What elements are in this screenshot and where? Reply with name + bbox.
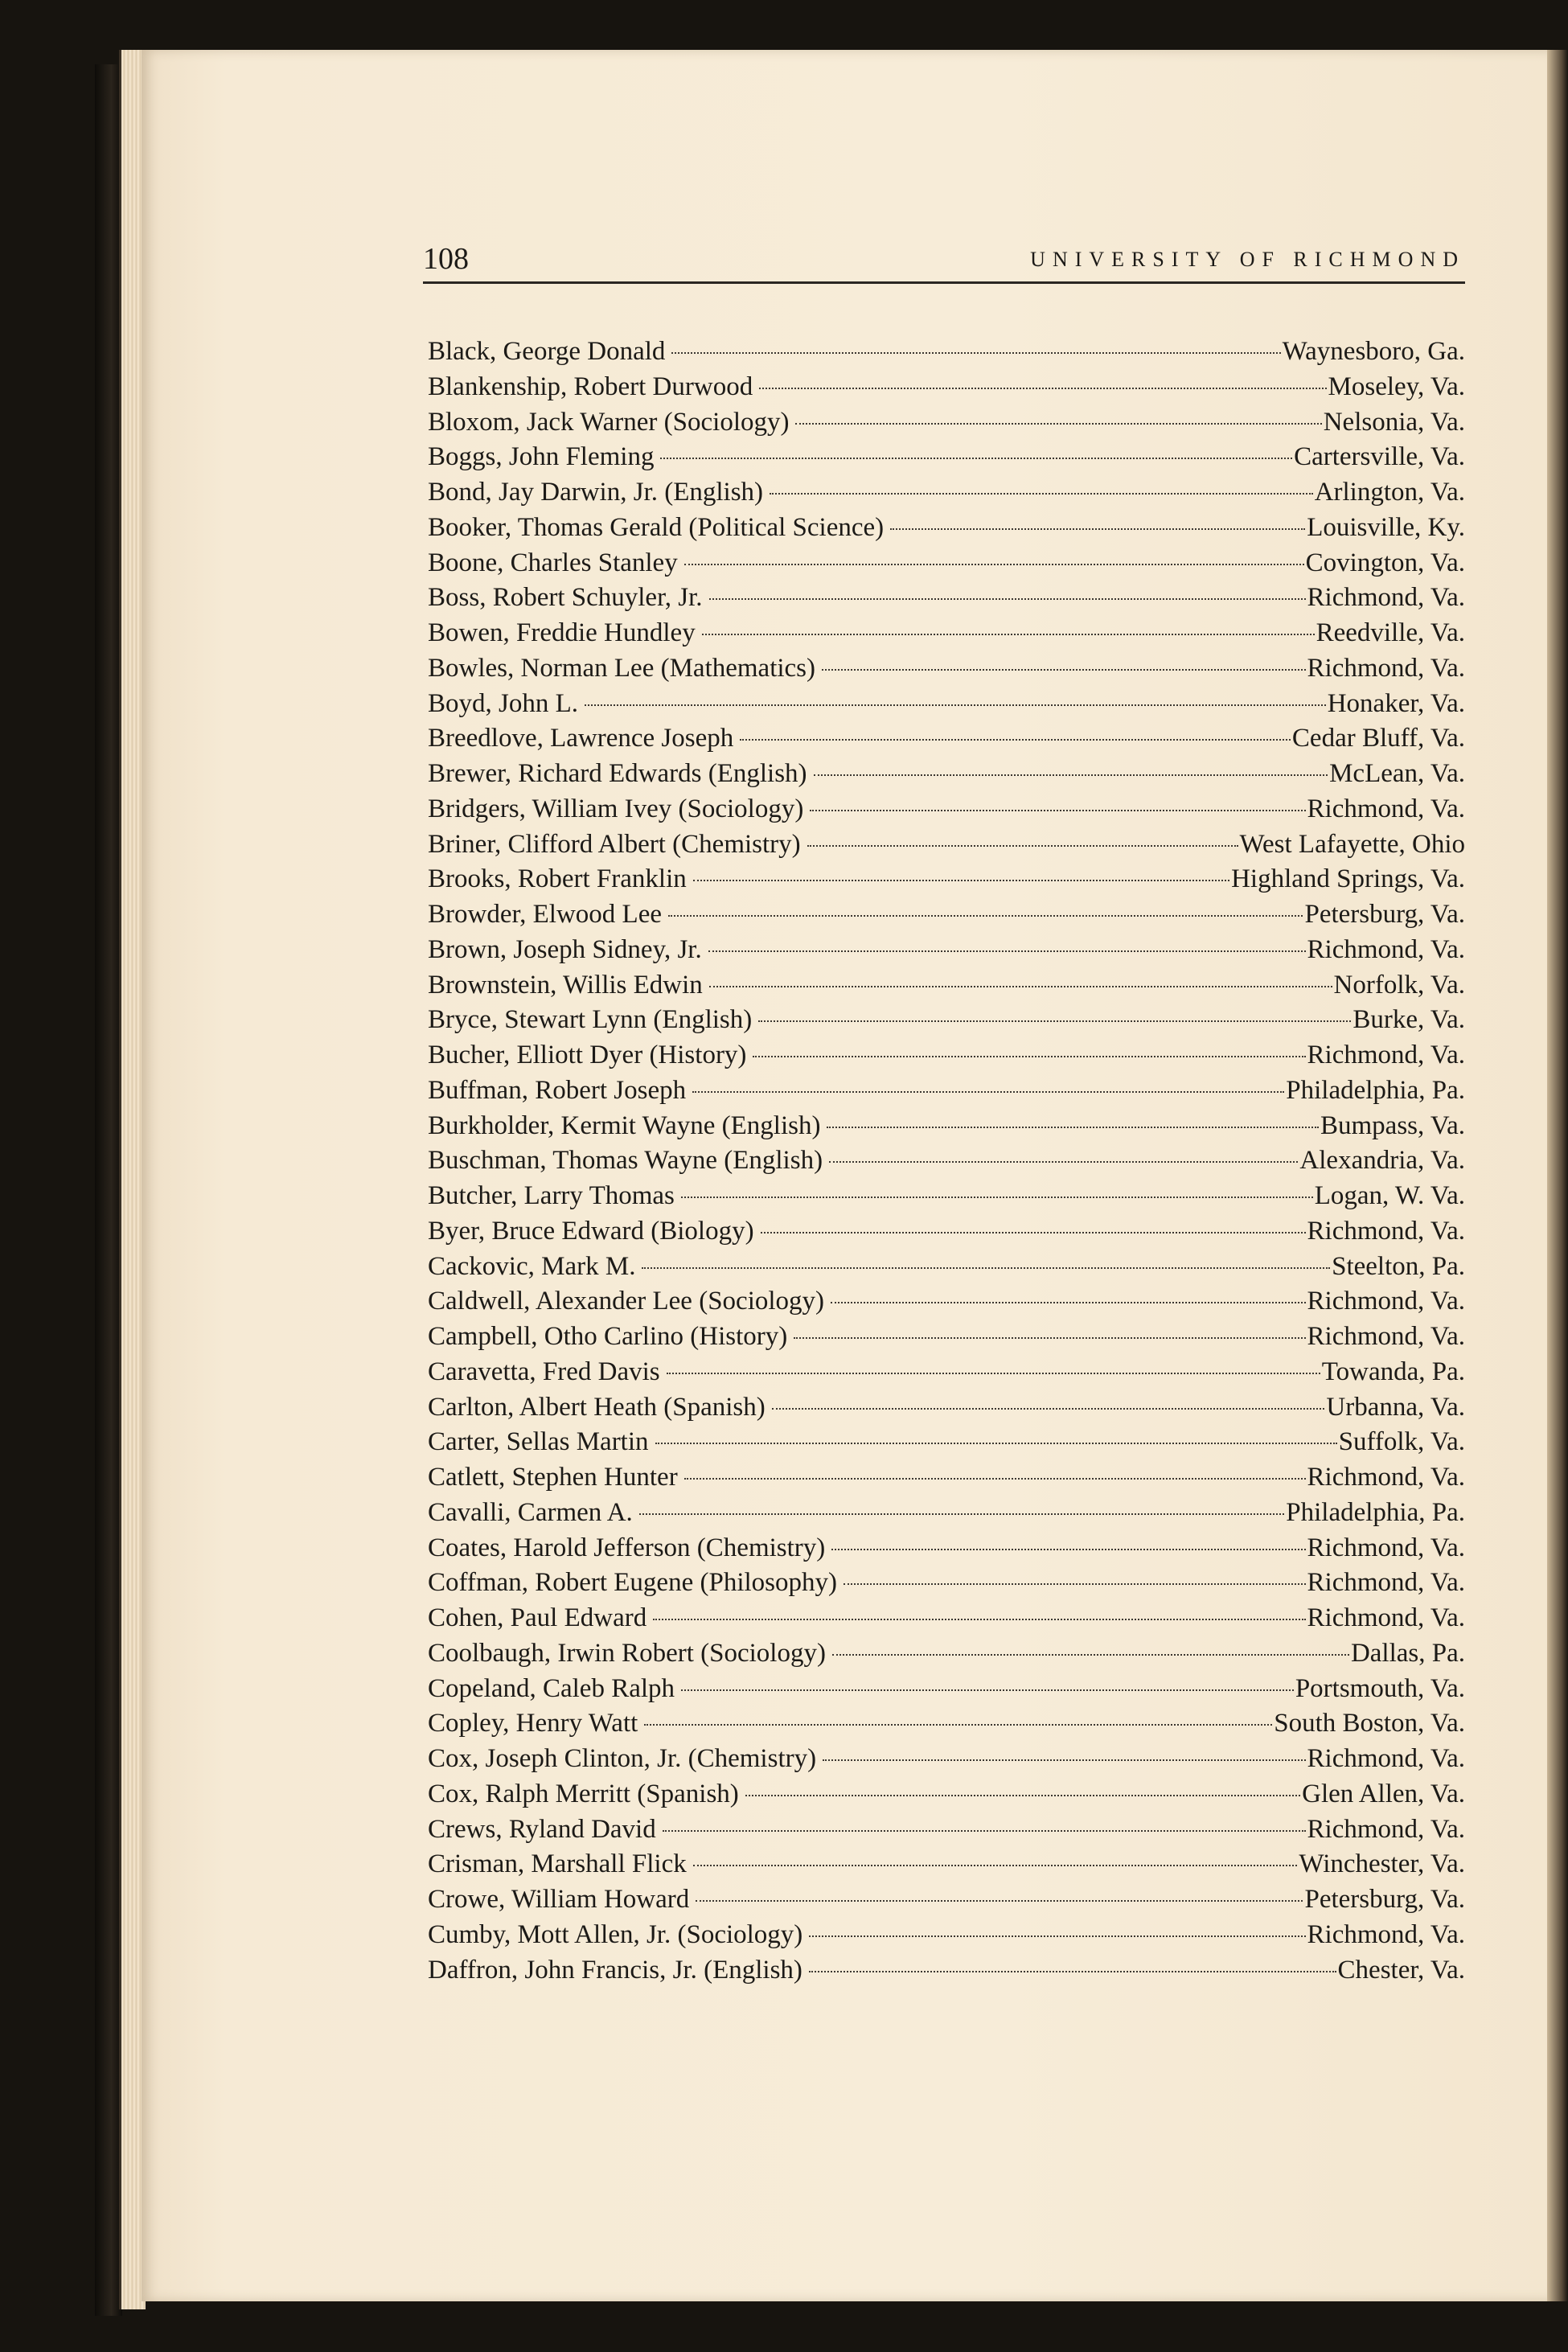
directory-entry: [428, 1918, 1465, 1953]
directory-entry: [428, 1284, 1465, 1320]
student-name: Crews, Ryland David: [428, 1814, 656, 1844]
dot-leader: [709, 986, 1332, 987]
hometown: Petersburg, Va.: [1304, 900, 1465, 929]
directory-entry: [428, 1179, 1465, 1214]
hometown: McLean, Va.: [1329, 759, 1465, 788]
hometown: Towanda, Pa.: [1321, 1357, 1465, 1386]
student-name: Buschman, Thomas Wayne (English): [428, 1146, 823, 1176]
hometown: Norfolk, Va.: [1333, 970, 1465, 999]
student-name: Boyd, John L.: [428, 688, 579, 718]
student-name: Crisman, Marshall Flick: [428, 1849, 687, 1879]
student-name: Black, George Donald: [428, 337, 666, 366]
dot-leader: [696, 1900, 1303, 1902]
dot-leader: [684, 1478, 1306, 1480]
dot-leader: [753, 1056, 1305, 1057]
hometown: Arlington, Va.: [1314, 478, 1465, 507]
directory-entry: [428, 721, 1465, 757]
directory-entry: [428, 1742, 1465, 1777]
student-name: Byer, Bruce Edward (Biology): [428, 1216, 754, 1246]
directory-entry: [428, 1777, 1465, 1812]
student-name: Burkholder, Kermit Wayne (English): [428, 1110, 821, 1140]
student-name: Butcher, Larry Thomas: [428, 1181, 675, 1210]
dot-leader: [844, 1583, 1306, 1585]
student-name: Crowe, William Howard: [428, 1885, 690, 1914]
hometown: South Boston, Va.: [1274, 1709, 1465, 1738]
directory-entry: [428, 546, 1465, 581]
hometown: Alexandria, Va.: [1299, 1146, 1465, 1176]
dot-leader: [642, 1267, 1330, 1269]
running-head: UNIVERSITY OF RICHMOND: [1030, 248, 1465, 271]
hometown: Richmond, Va.: [1307, 1322, 1465, 1351]
directory-entry: [428, 1953, 1465, 1989]
directory-entry: [428, 1847, 1465, 1882]
student-name: Bowles, Norman Lee (Mathematics): [428, 653, 816, 683]
dot-leader: [831, 1549, 1305, 1550]
hometown: Urbanna, Va.: [1326, 1392, 1465, 1422]
directory-entry: [428, 511, 1465, 546]
student-name: Catlett, Stephen Hunter: [428, 1463, 678, 1492]
dot-leader: [795, 423, 1321, 425]
hometown: Richmond, Va.: [1307, 1533, 1465, 1562]
student-name: Coolbaugh, Irwin Robert (Sociology): [428, 1638, 826, 1668]
directory-entry: [428, 1460, 1465, 1496]
dot-leader: [831, 1302, 1305, 1303]
dot-leader: [644, 1724, 1272, 1726]
hometown: Honaker, Va.: [1327, 688, 1465, 718]
dot-leader: [709, 598, 1306, 600]
directory-entry: [428, 1003, 1465, 1038]
dot-leader: [761, 1232, 1306, 1233]
dot-leader: [653, 1619, 1305, 1620]
dot-leader: [655, 1443, 1337, 1444]
directory-entry: [428, 1601, 1465, 1636]
hometown: Philadelphia, Pa.: [1286, 1075, 1465, 1105]
hometown: Glen Allen, Va.: [1302, 1779, 1465, 1808]
directory-entry: [428, 475, 1465, 511]
directory-entry: [428, 581, 1465, 616]
page-header: [423, 241, 1465, 278]
dot-leader: [660, 458, 1292, 459]
directory-entry: [428, 440, 1465, 475]
directory-entry: [428, 1636, 1465, 1672]
hometown: Richmond, Va.: [1307, 1041, 1465, 1069]
directory-entry: [428, 370, 1465, 405]
dot-leader: [807, 845, 1238, 847]
hometown: Suffolk, Va.: [1338, 1427, 1465, 1457]
directory-entry: [428, 897, 1465, 933]
student-name: Cox, Ralph Merritt (Spanish): [428, 1779, 739, 1808]
hometown: Steelton, Pa.: [1332, 1251, 1465, 1281]
student-name: Blankenship, Robert Durwood: [428, 371, 753, 401]
hometown: Burke, Va.: [1353, 1005, 1465, 1035]
hometown: Philadelphia, Pa.: [1286, 1497, 1465, 1527]
student-name: Breedlove, Lawrence Joseph: [428, 724, 734, 753]
hometown: Covington, Va.: [1305, 548, 1465, 577]
student-name: Brooks, Robert Franklin: [428, 864, 687, 894]
student-name: Coates, Harold Jefferson (Chemistry): [428, 1533, 826, 1562]
dot-leader: [692, 1091, 1284, 1093]
hometown: Richmond, Va.: [1307, 1568, 1465, 1598]
hometown: Richmond, Va.: [1307, 1287, 1465, 1316]
dot-leader: [759, 388, 1326, 389]
dot-leader: [668, 915, 1303, 917]
dot-leader: [890, 528, 1305, 530]
student-name: Cavalli, Carmen A.: [428, 1497, 633, 1527]
hometown: Portsmouth, Va.: [1295, 1673, 1465, 1703]
dot-leader: [693, 1865, 1298, 1866]
student-name: Brownstein, Willis Edwin: [428, 970, 703, 999]
page-number: 108: [423, 242, 469, 276]
dot-leader: [671, 352, 1280, 354]
student-name: Buffman, Robert Joseph: [428, 1075, 687, 1105]
hometown: Richmond, Va.: [1307, 583, 1465, 613]
directory-entry: [428, 1706, 1465, 1742]
dot-leader: [684, 564, 1304, 565]
student-name: Campbell, Otho Carlino (History): [428, 1322, 788, 1351]
directory-entry: [428, 1320, 1465, 1355]
directory-entry: [428, 968, 1465, 1004]
student-name: Boone, Charles Stanley: [428, 548, 678, 577]
dot-leader: [809, 1971, 1336, 1972]
dot-leader: [823, 1759, 1305, 1761]
student-name: Cackovic, Mark M.: [428, 1251, 636, 1281]
hometown: Cedar Bluff, Va.: [1291, 724, 1465, 753]
directory-entry: [428, 616, 1465, 651]
student-name: Carlton, Albert Heath (Spanish): [428, 1392, 766, 1422]
directory-entry: [428, 1812, 1465, 1848]
student-name: Booker, Thomas Gerald (Political Science): [428, 512, 885, 542]
directory-entry: [428, 792, 1465, 827]
student-name: Brewer, Richard Edwards (English): [428, 759, 807, 788]
student-directory-list: [428, 335, 1465, 1988]
hometown: Richmond, Va.: [1307, 1919, 1465, 1949]
directory-entry: [428, 1214, 1465, 1250]
dot-leader: [693, 880, 1229, 881]
directory-entry: [428, 1073, 1465, 1109]
hometown: Richmond, Va.: [1307, 653, 1465, 683]
hometown: Waynesboro, Ga.: [1282, 337, 1465, 366]
hometown: Richmond, Va.: [1307, 1744, 1465, 1773]
student-name: Carter, Sellas Martin: [428, 1427, 649, 1457]
dot-leader: [639, 1513, 1284, 1515]
directory-entry: [428, 827, 1465, 863]
directory-entry: [428, 1143, 1465, 1179]
directory-entry: [428, 1250, 1465, 1285]
hometown: Richmond, Va.: [1307, 1814, 1465, 1844]
dot-leader: [810, 810, 1305, 811]
student-name: Caldwell, Alexander Lee (Sociology): [428, 1287, 825, 1316]
directory-entry: [428, 757, 1465, 792]
student-name: Browder, Elwood Lee: [428, 900, 663, 929]
directory-entry: [428, 405, 1465, 441]
student-name: Bryce, Stewart Lynn (English): [428, 1005, 753, 1035]
hometown: Richmond, Va.: [1307, 934, 1465, 964]
hometown: Chester, Va.: [1337, 1955, 1465, 1985]
dot-leader: [827, 1127, 1319, 1128]
hometown: Bumpass, Va.: [1320, 1110, 1465, 1140]
dot-leader: [758, 1020, 1351, 1022]
directory-entry: [428, 1109, 1465, 1144]
dot-leader: [702, 634, 1315, 635]
hometown: West Lafayette, Ohio: [1239, 829, 1465, 859]
dot-leader: [772, 1408, 1325, 1410]
dot-leader: [681, 1197, 1313, 1198]
header-rule: [423, 281, 1465, 284]
directory-entry: [428, 1425, 1465, 1460]
student-name: Coffman, Robert Eugene (Philosophy): [428, 1568, 837, 1598]
directory-entry: [428, 1566, 1465, 1601]
student-name: Bucher, Elliott Dyer (History): [428, 1041, 747, 1069]
dot-leader: [829, 1161, 1298, 1163]
directory-entry: [428, 687, 1465, 722]
directory-entry: [428, 933, 1465, 968]
hometown: Highland Springs, Va.: [1231, 864, 1465, 894]
hometown: Moseley, Va.: [1328, 371, 1465, 401]
student-name: Brown, Joseph Sidney, Jr.: [428, 934, 702, 964]
hometown: Logan, W. Va.: [1314, 1181, 1465, 1210]
directory-entry: [428, 1355, 1465, 1390]
directory-entry: [428, 1531, 1465, 1566]
student-name: Boggs, John Fleming: [428, 442, 655, 472]
hometown: Petersburg, Va.: [1304, 1885, 1465, 1914]
directory-entry: [428, 862, 1465, 897]
dot-leader: [740, 739, 1291, 741]
hometown: Nelsonia, Va.: [1323, 407, 1465, 437]
dot-leader: [794, 1337, 1305, 1339]
dot-leader: [663, 1830, 1306, 1832]
dot-leader: [585, 704, 1326, 706]
directory-entry: [428, 1038, 1465, 1073]
student-name: Bowen, Freddie Hundley: [428, 618, 696, 647]
dot-leader: [708, 950, 1306, 952]
student-name: Bond, Jay Darwin, Jr. (English): [428, 478, 764, 507]
student-name: Cumby, Mott Allen, Jr. (Sociology): [428, 1919, 803, 1949]
directory-entry: [428, 1672, 1465, 1707]
directory-entry: [428, 1496, 1465, 1531]
hometown: Winchester, Va.: [1299, 1849, 1465, 1879]
student-name: Daffron, John Francis, Jr. (English): [428, 1955, 802, 1985]
directory-entry: [428, 335, 1465, 370]
student-name: Caravetta, Fred Davis: [428, 1357, 660, 1386]
hometown: Dallas, Pa.: [1350, 1638, 1465, 1668]
dot-leader: [770, 493, 1313, 495]
dot-leader: [814, 774, 1328, 776]
hometown: Louisville, Ky.: [1307, 512, 1465, 542]
dot-leader: [667, 1373, 1320, 1374]
hometown: Richmond, Va.: [1307, 1603, 1465, 1632]
hometown: Richmond, Va.: [1307, 794, 1465, 823]
student-name: Cox, Joseph Clinton, Jr. (Chemistry): [428, 1744, 817, 1773]
directory-entry: [428, 1390, 1465, 1426]
book-binding: [95, 64, 122, 2316]
dot-leader: [745, 1795, 1300, 1796]
dot-leader: [832, 1654, 1349, 1656]
page-right-edge: [1547, 50, 1568, 2301]
student-name: Briner, Clifford Albert (Chemistry): [428, 829, 801, 859]
student-name: Boss, Robert Schuyler, Jr.: [428, 583, 703, 613]
student-name: Copeland, Caleb Ralph: [428, 1673, 675, 1703]
dot-leader: [822, 669, 1306, 671]
dot-leader: [681, 1689, 1294, 1691]
dot-leader: [809, 1935, 1305, 1937]
hometown: Richmond, Va.: [1307, 1463, 1465, 1492]
hometown: Richmond, Va.: [1307, 1216, 1465, 1246]
student-name: Cohen, Paul Edward: [428, 1603, 647, 1632]
student-name: Bloxom, Jack Warner (Sociology): [428, 407, 790, 437]
hometown: Cartersville, Va.: [1294, 442, 1465, 472]
hometown: Reedville, Va.: [1316, 618, 1465, 647]
directory-entry: [428, 651, 1465, 687]
student-name: Bridgers, William Ivey (Sociology): [428, 794, 804, 823]
student-name: Copley, Henry Watt: [428, 1709, 638, 1738]
directory-entry: [428, 1882, 1465, 1918]
